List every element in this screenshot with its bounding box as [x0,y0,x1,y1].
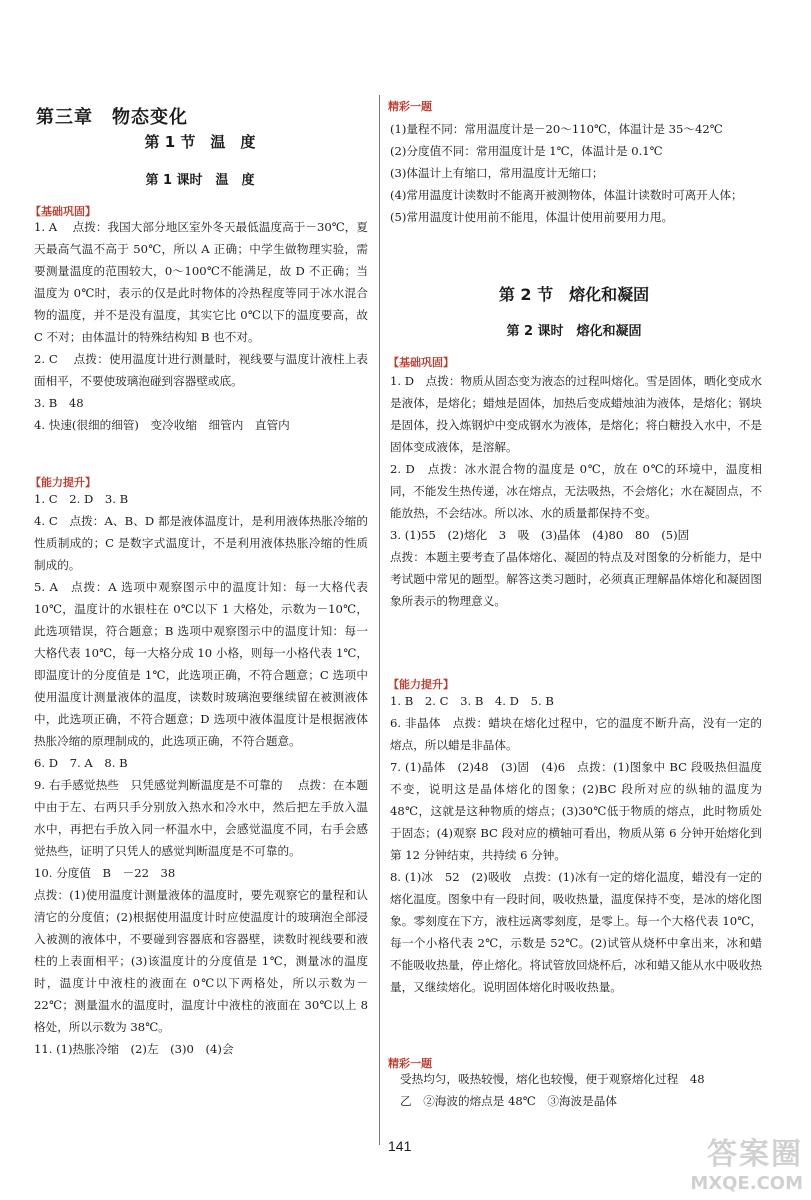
answer-item: 10. 分度值 B －22 38 [34,866,176,880]
answer-item: 1. B 2. C 3. B 4. D 5. B [390,694,554,708]
tag-extra-2: 精彩一题 [388,1057,432,1070]
answer-list-extra-1 [390,118,762,228]
answer-item: 点拨：(1)使用温度计测量液体的温度时，要先观察它的量程和认清它的分度值；(2)根据使用温度计时应使温度计的玻璃泡全部浸入被测的液体中，不要碰到容器底和容器壁，读数时视线要和液柱的上表面相平；(3)该温度计的分度值是 1℃，测量冰的温度时，温度计中液柱的液面在 0℃以下两格处，所以示数为－22℃；测量温水的温度时，温度计中液柱的液面在 30℃以上 8 格处，所以示数为 38℃。 [34,888,368,1034]
answer-list-ability-right [390,690,762,998]
answer-list-ability-left [34,488,368,1060]
answer-item: 11. (1)热胀冷缩 (2)左 (3)0 (4)会 [34,1042,234,1056]
answer-item: 6. D 7. A 8. B [34,756,128,770]
chapter-title: 第三章 物态变化 [36,107,188,128]
answer-item: (3)体温计上有缩口，常用温度计无缩口； [390,166,604,180]
answer-item: 9. 右手感觉热些 只凭感觉判断温度是不可靠的 点拨：在本题中由于左、右两只手分别放入热水和冷水中，然后把左手放入温水中，再把右手放入同一杯温水中，会感觉温度不同，右手会感觉热些，证明了只凭人的感觉判断温度是不可靠的。 [34,778,368,858]
answer-item: (1)量程不同：常用温度计是－20～110℃，体温计是 35～42℃ [390,122,723,136]
answer-item: 1. A 点拨：我国大部分地区室外冬天最低温度高于－30℃，夏天最高气温不高于 50℃，所以 A 正确；中学生做物理实验，需要测量温度的范围较大，0～100℃不能满足，故 D 不正确；当温度为 0℃时，表示的仅是此时物体的冷热程度等同于冰水混合物的温度，并不是没有温度，其实它比 0℃以下的温度要高，故 C 不对；由体温计的特殊结构知 B 也不对。 [34,220,368,344]
answer-item: 4. 快速(很细的细管) 变冷收缩 细管内 直管内 [34,418,290,432]
answer-item: 3. (1)55 (2)熔化 3 吸 (3)晶体 (4)80 80 (5)固 [390,528,690,542]
tag-basic-left: 【基础巩固】 [30,205,96,218]
lesson-title-2: 第 2 课时 熔化和凝固 [506,324,642,339]
answer-item: 5. A 点拨：A 选项中观察图示中的温度计知：每一大格代表 10℃，温度计的水银柱在 0℃以下 1 大格处，示数为－10℃，此选项错误，符合题意；B 选项中观察图示中的温度计知：每一大格代表 10℃，每一大格分成 10 小格，则每一小格代表 1℃，即温度计的分度值是 1℃，此选项正确，不符合题意；C 选项中使用温度计测量液体的温度，读数时玻璃泡要继续留在被测液体中，此选项正确，不符合题意；D 选项中液体温度计是根据液体热胀冷缩的原理制成的，此选项正确，不符合题意。 [34,580,368,748]
page-number: 141 [388,1138,412,1154]
answer-item: 点拨：本题主要考查了晶体熔化、凝固的特点及对图象的分析能力，是中考试题中常见的题型。解答这类习题时，必须真正理解晶体熔化和凝固图象所表示的物理意义。 [390,550,762,608]
lesson-title-1: 第 1 课时 温 度 [145,173,255,188]
answer-item: 1. D 点拨：物质从固态变为液态的过程叫熔化。雪是固体，晒化变成水是液体，是熔化；蜡烛是固体，加热后变成蜡烛油为液体，是熔化；钢块是固体，投入炼钢炉中变成钢水为液体，是熔化；将白糖投入水中，不是固体变成液体，是溶解。 [390,374,762,454]
answer-item: 2. C 点拨：使用温度计进行测量时，视线要与温度计液柱上表面相平，不要使玻璃泡碰到容器壁或底。 [34,352,368,388]
answer-list-extra-2 [400,1068,762,1112]
answer-list-basic-left [34,216,368,436]
answer-list-basic-right [390,370,762,612]
answer-item: 受热均匀，吸热较慢，熔化也较慢，便于观察熔化过程 48 [400,1072,705,1086]
tag-ability-left: 【能力提升】 [30,476,96,489]
section-title-1: 第 1 节 温 度 [144,133,256,151]
tag-basic-right: 【基础巩固】 [388,356,454,369]
column-divider [379,95,380,1145]
answer-item: 乙 ②海波的熔点是 48℃ ③海波是晶体 [400,1094,617,1108]
answer-item: 4. C 点拨：A、B、D 都是液体温度计，是利用液体热胀冷缩的性质制成的；C 是数字式温度计，不是利用液体热胀冷缩的性质制成的。 [34,514,368,572]
section-title-2: 第 2 节 熔化和凝固 [498,285,650,304]
tag-ability-right: 【能力提升】 [388,678,454,691]
watermark-line2: MXQE.COM [690,1173,803,1194]
answer-item: 7. (1)晶体 (2)48 (3)固 (4)6 点拨：(1)图象中 BC 段吸热但温度不变，说明这是晶体熔化的图象；(2)BC 段所对应的纵轴的温度为 48℃，这就是这种物质的熔点；(3)30℃低于物质的熔点，此时物质处于固态；(4)观察 BC 段对应的横轴可看出，物质从第 6 分钟开始熔化到第 12 分钟结束，共持续 6 分钟。 [390,760,762,862]
tag-extra-1: 精彩一题 [388,100,432,113]
answer-item: (2)分度值不同：常用温度计是 1℃，体温计是 0.1℃ [390,144,663,158]
answer-item: 6. 非晶体 点拨：蜡块在熔化过程中，它的温度不断升高，没有一定的熔点，所以蜡是非晶体。 [390,716,762,752]
answer-item: (4)常用温度计读数时不能离开被测物体，体温计读数时可离开人体； [390,188,743,202]
answer-item: (5)常用温度计使用前不能甩，体温计使用前要用力甩。 [390,210,674,224]
answer-item: 8. (1)冰 52 (2)吸收 点拨：(1)冰有一定的熔化温度，蜡没有一定的熔化温度。图象中有一段时间，吸收热量，温度保持不变，是冰的熔化图象。零刻度在下方，液柱远离零刻度，是零上。每一个大格代表 10℃，每一个小格代表 2℃，示数是 52℃。(2)试管从烧杯中拿出来，冰和蜡不能吸收热量，停止熔化。将试管放回烧杯后，冰和蜡又能从水中吸收热量，又继续熔化。说明固体熔化时吸收热量。 [390,870,762,994]
answer-item: 2. D 点拨：冰水混合物的温度是 0℃，放在 0℃的环境中，温度相同，不能发生热传递，冰在熔点，无法吸热，不会熔化；水在凝固点，不能放热，不会结冰。所以冰、水的质量都保持不变。 [390,462,762,520]
watermark-logo [690,1129,803,1194]
answer-item: 1. C 2. D 3. B [34,492,129,506]
answer-item: 3. B 48 [34,396,84,410]
watermark-line1: 答案圈 [707,1137,803,1172]
